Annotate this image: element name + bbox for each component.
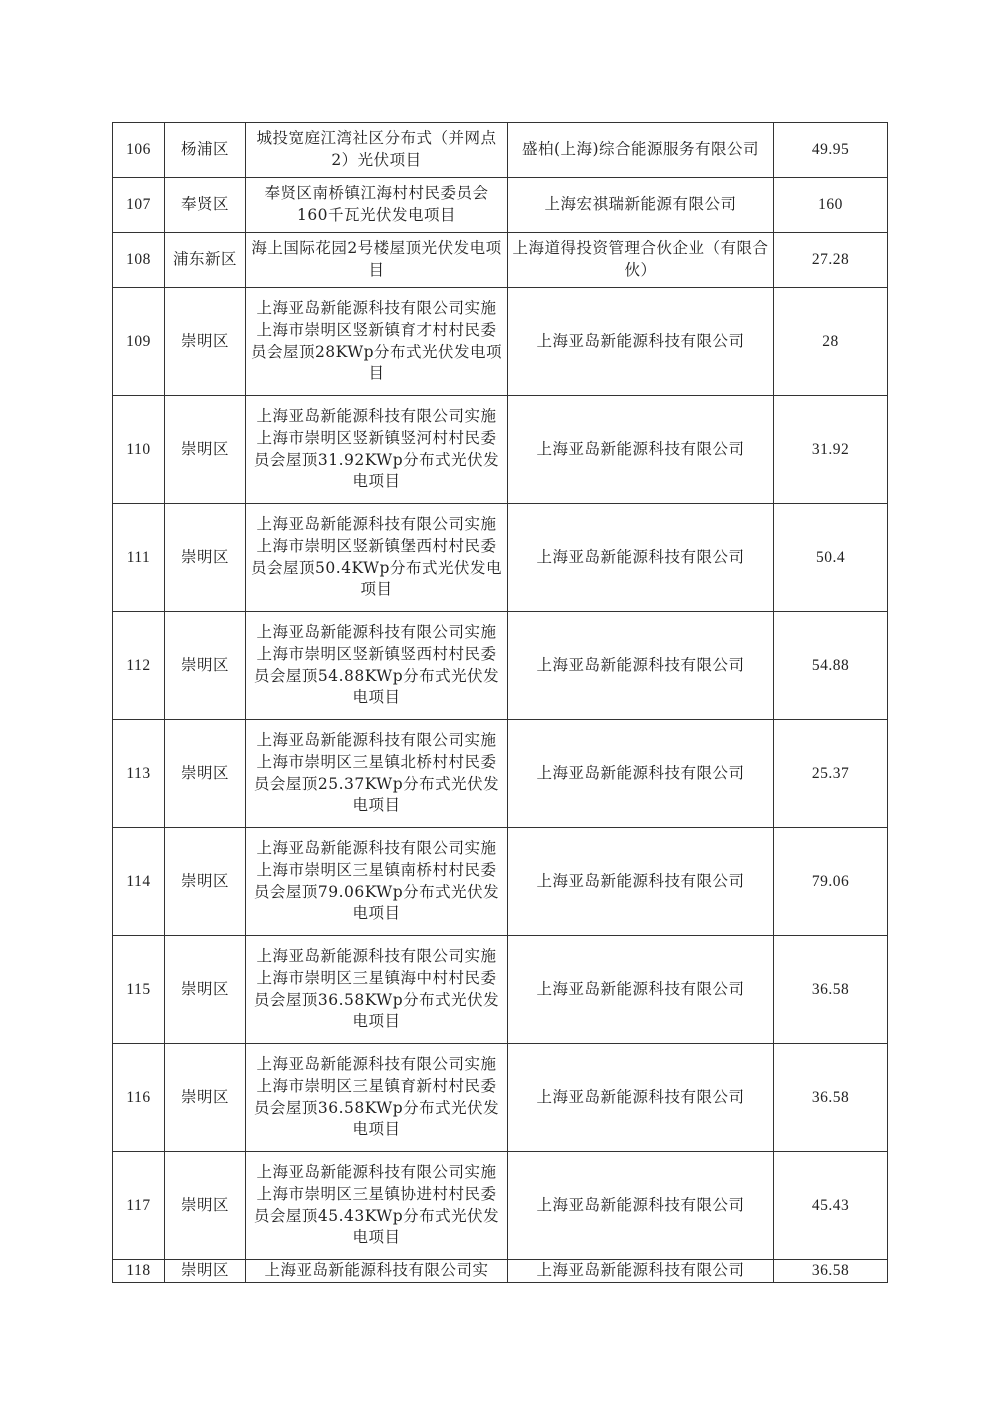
capacity-cell: 36.58 xyxy=(774,1260,888,1283)
row-number: 110 xyxy=(113,396,165,504)
table-row xyxy=(113,396,888,504)
row-number: 112 xyxy=(113,612,165,720)
district-cell: 浦东新区 xyxy=(165,233,246,288)
district-cell: 崇明区 xyxy=(165,288,246,396)
project-name-cell: 上海亚岛新能源科技有限公司实施上海市崇明区三星镇育新村村民委员会屋顶36.58KWp分布式光伏发电项目 xyxy=(246,1044,508,1152)
district-cell: 崇明区 xyxy=(165,504,246,612)
project-name-cell: 上海亚岛新能源科技有限公司实施上海市崇明区竖新镇堡西村村民委员会屋顶50.4KWp分布式光伏发电项目 xyxy=(246,504,508,612)
district-cell: 崇明区 xyxy=(165,936,246,1044)
capacity-cell: 79.06 xyxy=(774,828,888,936)
table-row xyxy=(113,504,888,612)
capacity-cell: 25.37 xyxy=(774,720,888,828)
district-cell: 崇明区 xyxy=(165,612,246,720)
capacity-cell: 160 xyxy=(774,178,888,233)
project-name-cell: 上海亚岛新能源科技有限公司实施上海市崇明区竖新镇竖西村村民委员会屋顶54.88KWp分布式光伏发电项目 xyxy=(246,612,508,720)
project-name-cell: 上海亚岛新能源科技有限公司实施上海市崇明区竖新镇竖河村村民委员会屋顶31.92KWp分布式光伏发电项目 xyxy=(246,396,508,504)
project-name-cell: 上海亚岛新能源科技有限公司实 xyxy=(246,1260,508,1283)
table-row xyxy=(113,123,888,178)
company-name-cell: 上海亚岛新能源科技有限公司 xyxy=(508,1152,774,1260)
row-number: 116 xyxy=(113,1044,165,1152)
capacity-cell: 28 xyxy=(774,288,888,396)
project-table xyxy=(112,122,888,1283)
company-name-cell: 上海亚岛新能源科技有限公司 xyxy=(508,720,774,828)
district-cell: 崇明区 xyxy=(165,720,246,828)
table-row xyxy=(113,178,888,233)
row-number: 113 xyxy=(113,720,165,828)
project-name-cell: 城投宽庭江湾社区分布式（并网点2）光伏项目 xyxy=(246,123,508,178)
company-name-cell: 上海亚岛新能源科技有限公司 xyxy=(508,1044,774,1152)
capacity-cell: 45.43 xyxy=(774,1152,888,1260)
company-name-cell: 上海亚岛新能源科技有限公司 xyxy=(508,1260,774,1283)
table-row xyxy=(113,233,888,288)
table-row xyxy=(113,828,888,936)
table-row xyxy=(113,288,888,396)
row-number: 107 xyxy=(113,178,165,233)
row-number: 114 xyxy=(113,828,165,936)
company-name-cell: 上海亚岛新能源科技有限公司 xyxy=(508,288,774,396)
company-name-cell: 盛柏(上海)综合能源服务有限公司 xyxy=(508,123,774,178)
company-name-cell: 上海道得投资管理合伙企业（有限合伙） xyxy=(508,233,774,288)
capacity-cell: 31.92 xyxy=(774,396,888,504)
project-name-cell: 上海亚岛新能源科技有限公司实施上海市崇明区竖新镇育才村村民委员会屋顶28KWp分布式光伏发电项目 xyxy=(246,288,508,396)
capacity-cell: 54.88 xyxy=(774,612,888,720)
company-name-cell: 上海亚岛新能源科技有限公司 xyxy=(508,936,774,1044)
project-name-cell: 奉贤区南桥镇江海村村民委员会160千瓦光伏发电项目 xyxy=(246,178,508,233)
capacity-cell: 50.4 xyxy=(774,504,888,612)
row-number: 106 xyxy=(113,123,165,178)
table-row xyxy=(113,720,888,828)
project-name-cell: 上海亚岛新能源科技有限公司实施上海市崇明区三星镇南桥村村民委员会屋顶79.06KWp分布式光伏发电项目 xyxy=(246,828,508,936)
district-cell: 崇明区 xyxy=(165,396,246,504)
table-row xyxy=(113,1152,888,1260)
district-cell: 崇明区 xyxy=(165,828,246,936)
table-row xyxy=(113,1044,888,1152)
capacity-cell: 36.58 xyxy=(774,936,888,1044)
row-number: 118 xyxy=(113,1260,165,1283)
district-cell: 崇明区 xyxy=(165,1044,246,1152)
district-cell: 奉贤区 xyxy=(165,178,246,233)
company-name-cell: 上海亚岛新能源科技有限公司 xyxy=(508,612,774,720)
district-cell: 崇明区 xyxy=(165,1260,246,1283)
table-row xyxy=(113,936,888,1044)
row-number: 115 xyxy=(113,936,165,1044)
project-name-cell: 上海亚岛新能源科技有限公司实施上海市崇明区三星镇北桥村村民委员会屋顶25.37KWp分布式光伏发电项目 xyxy=(246,720,508,828)
capacity-cell: 36.58 xyxy=(774,1044,888,1152)
row-number: 109 xyxy=(113,288,165,396)
company-name-cell: 上海亚岛新能源科技有限公司 xyxy=(508,504,774,612)
district-cell: 杨浦区 xyxy=(165,123,246,178)
project-name-cell: 上海亚岛新能源科技有限公司实施上海市崇明区三星镇海中村村民委员会屋顶36.58KWp分布式光伏发电项目 xyxy=(246,936,508,1044)
capacity-cell: 27.28 xyxy=(774,233,888,288)
company-name-cell: 上海宏祺瑞新能源有限公司 xyxy=(508,178,774,233)
district-cell: 崇明区 xyxy=(165,1152,246,1260)
table-row xyxy=(113,612,888,720)
table-body xyxy=(113,123,888,1283)
row-number: 108 xyxy=(113,233,165,288)
capacity-cell: 49.95 xyxy=(774,123,888,178)
project-name-cell: 海上国际花园2号楼屋顶光伏发电项目 xyxy=(246,233,508,288)
table-row xyxy=(113,1260,888,1283)
row-number: 111 xyxy=(113,504,165,612)
project-name-cell: 上海亚岛新能源科技有限公司实施上海市崇明区三星镇协进村村民委员会屋顶45.43KWp分布式光伏发电项目 xyxy=(246,1152,508,1260)
company-name-cell: 上海亚岛新能源科技有限公司 xyxy=(508,396,774,504)
company-name-cell: 上海亚岛新能源科技有限公司 xyxy=(508,828,774,936)
row-number: 117 xyxy=(113,1152,165,1260)
